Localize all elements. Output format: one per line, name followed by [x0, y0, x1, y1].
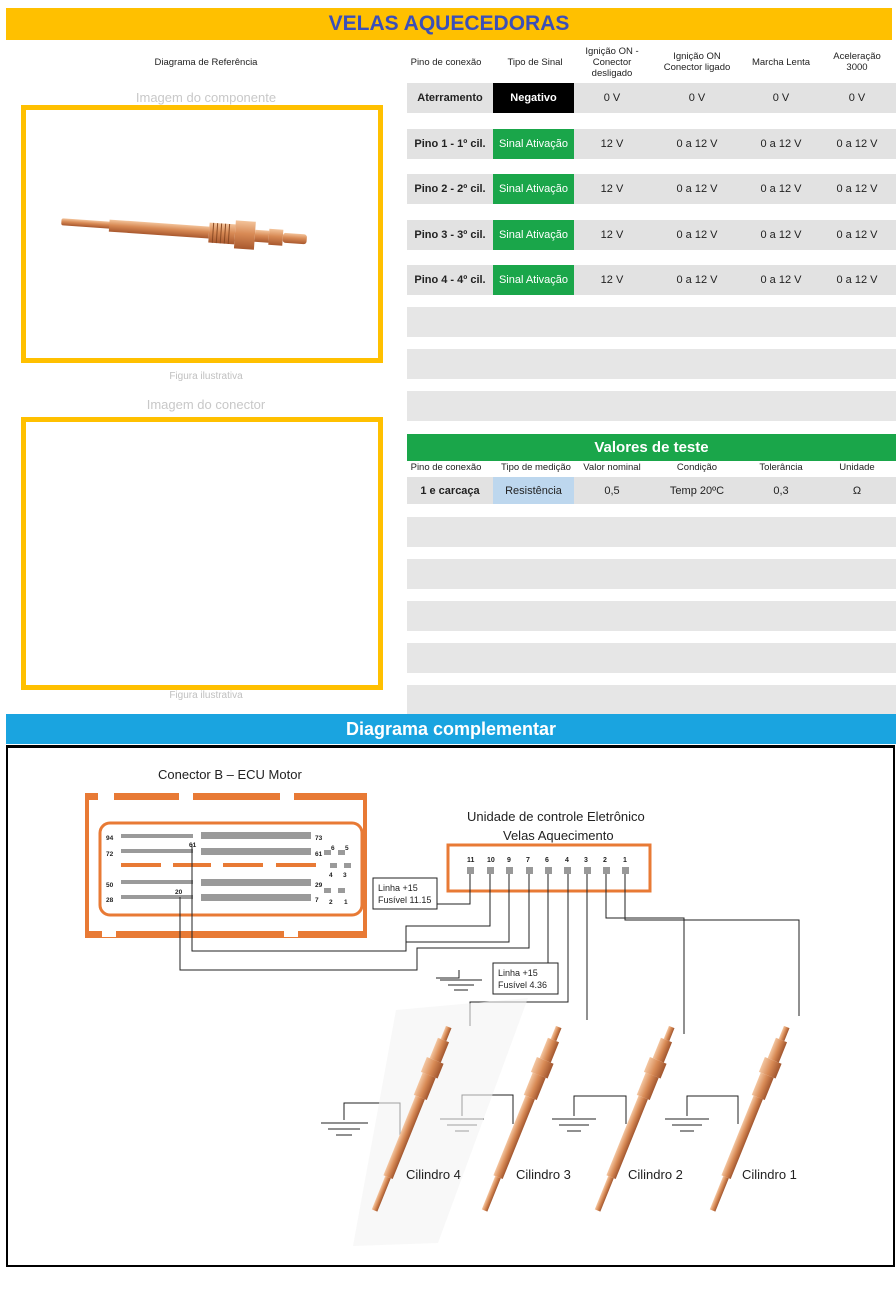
- test-header-nominal: Valor nominal: [583, 462, 641, 473]
- test-header-tolerance: Tolerância: [759, 462, 803, 473]
- value-cell: 0 a 12 V: [676, 229, 718, 241]
- header-accel: Aceleração 3000: [833, 51, 881, 73]
- connector-number: 1: [344, 899, 348, 906]
- ecu-pin-label: 11: [467, 857, 475, 864]
- cylinder-4-label: Cilindro 4: [406, 1167, 461, 1182]
- connector-number: 72: [106, 851, 114, 858]
- pin-cell: Pino 4 - 4º cil.: [414, 274, 486, 286]
- test-values-title: Valores de teste: [407, 434, 896, 461]
- connector-number: 94: [106, 835, 114, 842]
- empty-row: [407, 601, 896, 631]
- empty-row: [407, 349, 896, 379]
- empty-row: [407, 391, 896, 421]
- empty-row: [407, 559, 896, 589]
- page-title: VELAS AQUECEDORAS: [6, 8, 892, 40]
- ecu-title-line2: Velas Aquecimento: [503, 828, 614, 843]
- value-cell: 0 a 12 V: [836, 229, 878, 241]
- test-unit-cell: Ω: [852, 484, 862, 497]
- connector-number: 5: [345, 845, 349, 852]
- test-tolerance-cell: 0,3: [773, 484, 789, 497]
- connector-number: 61: [315, 851, 323, 858]
- value-cell: 0 a 12 V: [760, 138, 802, 150]
- connector-number: 73: [315, 835, 323, 842]
- connector-image-label: Imagem do conector: [146, 397, 266, 412]
- ecu-connector: [85, 793, 367, 938]
- pin-cell: Pino 3 - 3º cil.: [414, 229, 486, 241]
- ecu-pin-label: 7: [526, 857, 530, 864]
- pin-cell: Pino 1 - 1º cil.: [414, 138, 486, 150]
- value-cell: 0 a 12 V: [836, 138, 878, 150]
- table-row: [407, 83, 896, 113]
- figure-caption-component: Figura ilustrativa: [169, 371, 243, 382]
- value-cell: 0 V: [603, 92, 621, 104]
- pin-cell: Aterramento: [417, 92, 483, 104]
- signal-type-badge: Sinal Ativação: [493, 129, 574, 159]
- header-idle: Marcha Lenta: [751, 56, 811, 68]
- ecu-pin-label: 9: [507, 857, 511, 864]
- cylinder-3-label: Cilindro 3: [516, 1167, 571, 1182]
- ecu-pin-label: 3: [584, 857, 588, 864]
- value-cell: 0 a 12 V: [760, 183, 802, 195]
- connector-number: 50: [106, 882, 114, 889]
- signal-type-badge: Sinal Ativação: [493, 174, 574, 204]
- value-cell: 0 a 12 V: [836, 274, 878, 286]
- test-header-unit: Unidade: [839, 462, 875, 473]
- complementary-diagram-title: Diagrama complementar: [6, 714, 896, 744]
- value-cell: 12 V: [600, 229, 624, 241]
- table-row: [407, 220, 896, 250]
- cylinder-2-label: Cilindro 2: [628, 1167, 683, 1182]
- empty-row: [407, 307, 896, 337]
- wiring-diagram-svg: [8, 748, 893, 1265]
- value-cell: 0 a 12 V: [836, 183, 878, 195]
- glow-plug-cylinder-1: [704, 1024, 795, 1214]
- fuse-2-value: Fusível 4.36: [498, 980, 548, 990]
- test-header-pin: Pino de conexão: [410, 462, 482, 473]
- connector-number: 3: [343, 872, 347, 879]
- connector-number: 6: [331, 845, 335, 852]
- ecu-title-line1: Unidade de controle Eletrônico: [467, 809, 645, 824]
- fuse-1-value: Fusível 11.15: [378, 895, 432, 905]
- glow-plug-image: [26, 110, 378, 358]
- cylinder-1-label: Cilindro 1: [742, 1167, 797, 1182]
- component-image-frame: [21, 105, 383, 363]
- table-row: [407, 174, 896, 204]
- glow-plug-cylinder-4: [353, 998, 528, 1246]
- wiring-diagram: [6, 745, 895, 1267]
- ecu-pin-label: 6: [545, 857, 549, 864]
- test-row: [407, 477, 896, 504]
- value-cell: 0 V: [688, 92, 706, 104]
- value-cell: 0 a 12 V: [760, 229, 802, 241]
- signal-type-badge: Negativo: [493, 83, 574, 113]
- empty-row: [407, 643, 896, 673]
- header-diagram: Diagrama de Referência: [154, 56, 258, 68]
- connector-number: 28: [106, 897, 114, 904]
- fuse-1-line: Linha +15: [378, 883, 418, 893]
- test-nominal-cell: 0,5: [604, 484, 620, 497]
- test-measure-cell: Resistência: [493, 477, 574, 504]
- header-ign-on: Ignição ON Conector ligado: [663, 51, 731, 73]
- test-condition-cell: Temp 20ºC: [669, 484, 725, 497]
- ecu-pin-label: 2: [603, 857, 607, 864]
- value-cell: 0 V: [848, 92, 866, 104]
- connector-title: Conector B – ECU Motor: [158, 767, 302, 782]
- connector-number: 7: [315, 897, 319, 904]
- value-cell: 12 V: [600, 183, 624, 195]
- pin-cell: Pino 2 - 2º cil.: [414, 183, 486, 195]
- header-signal: Tipo de Sinal: [507, 56, 563, 68]
- value-cell: 0 a 12 V: [676, 183, 718, 195]
- fuse-2-line: Linha +15: [498, 968, 538, 978]
- value-cell: 12 V: [600, 274, 624, 286]
- connector-number: 2: [329, 899, 333, 906]
- ecu-pin-label: 10: [487, 857, 495, 864]
- table-row: [407, 265, 896, 295]
- test-header-measure: Tipo de medição: [501, 462, 571, 473]
- component-image-label: Imagem do componente: [135, 90, 277, 105]
- value-cell: 12 V: [600, 138, 624, 150]
- value-cell: 0 a 12 V: [676, 274, 718, 286]
- connector-image-frame: [21, 417, 383, 690]
- test-header-condition: Condição: [676, 462, 718, 473]
- figure-caption-connector: Figura ilustrativa: [169, 690, 243, 701]
- ecu-pin-label: 1: [623, 857, 627, 864]
- value-cell: 0 V: [772, 92, 790, 104]
- signal-type-badge: Sinal Ativação: [493, 220, 574, 250]
- connector-number: 61: [189, 842, 197, 849]
- empty-row: [407, 517, 896, 547]
- table-row: [407, 129, 896, 159]
- value-cell: 0 a 12 V: [676, 138, 718, 150]
- header-ign-off: Ignição ON - Conector desligado: [585, 45, 639, 79]
- ecu-pin-label: 4: [565, 857, 569, 864]
- connector-number: 20: [175, 889, 183, 896]
- header-pin: Pino de conexão: [410, 56, 482, 68]
- empty-row: [407, 685, 896, 715]
- value-cell: 0 a 12 V: [760, 274, 802, 286]
- connector-number: 29: [315, 882, 323, 889]
- test-pin-cell: 1 e carcaça: [420, 484, 480, 497]
- connector-number: 4: [329, 872, 333, 879]
- signal-type-badge: Sinal Ativação: [493, 265, 574, 295]
